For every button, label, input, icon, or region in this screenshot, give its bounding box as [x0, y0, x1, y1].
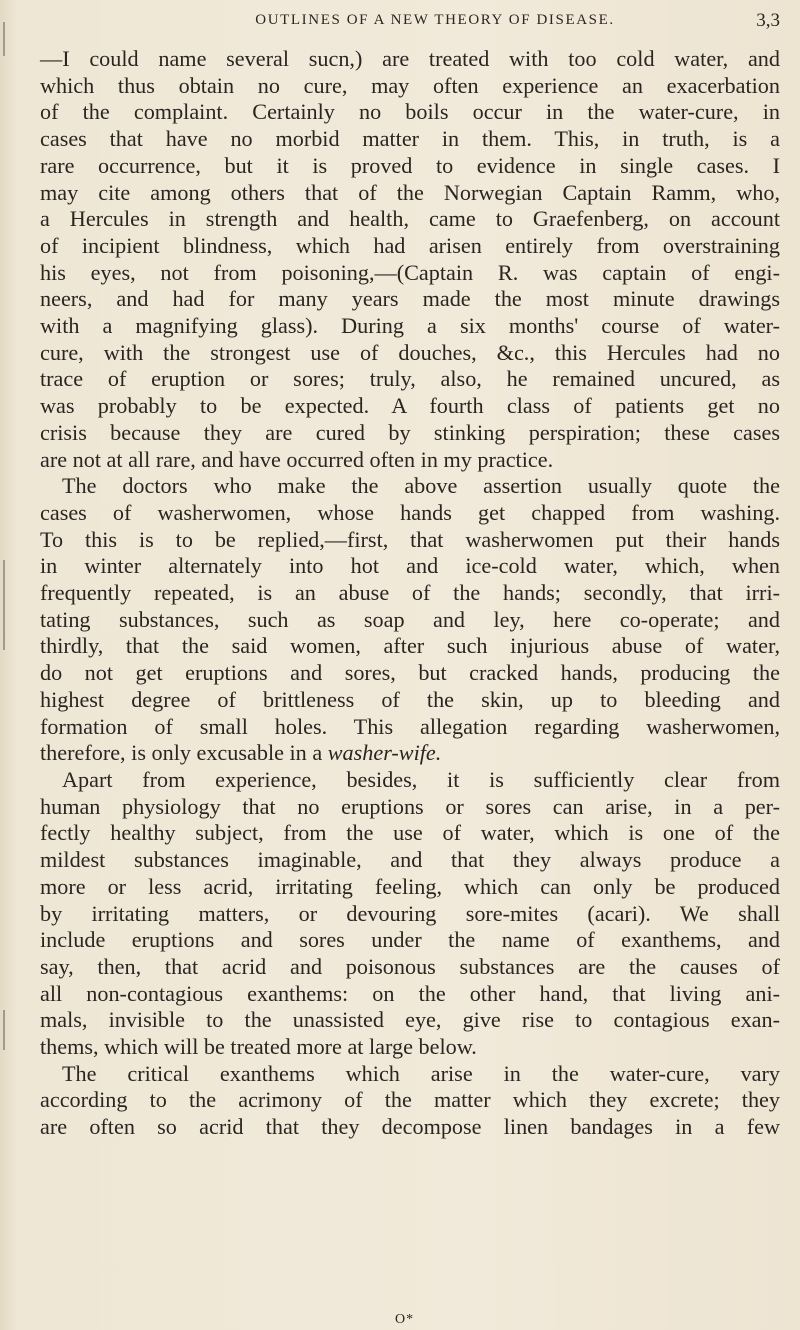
page-header: [90, 10, 780, 40]
text-line: human physiology that no eruptions or sores can arise, in a per-: [40, 793, 780, 819]
text-line: cases that have no morbid matter in them. This, in truth, is a: [40, 126, 780, 152]
text-line: do not get eruptions and sores, but cracked hands, producing the: [40, 660, 780, 686]
paragraph-3: [40, 767, 780, 1061]
text-line: of the complaint. Certainly no boils occur in the water-cure, in: [40, 99, 780, 125]
text-line: [40, 740, 780, 767]
text-line: more or less acrid, irritating feeling, which can only be produced: [40, 873, 780, 899]
running-head: OUTLINES OF A NEW THEORY OF DISEASE.: [255, 12, 615, 28]
text-line: are often so acrid that they decompose linen bandages in a few: [40, 1114, 780, 1140]
binding-shadow: [3, 22, 5, 56]
paragraph-2: [40, 473, 780, 767]
text-line: neers, and had for many years made the most minute drawings: [40, 286, 780, 312]
text-line: The critical exanthems which arise in the water-cure, vary: [62, 1060, 780, 1086]
text-line: may cite among others that of the Norwegian Captain Ramm, who,: [40, 179, 780, 205]
text-line: cure, with the strongest use of douches, &c., this Hercules had no: [40, 339, 780, 365]
page-number: 3,3: [756, 10, 780, 31]
text-line: trace of eruption or sores; truly, also, he remained uncured, as: [40, 366, 780, 392]
text-line: which thus obtain no cure, may often experience an exacerbation: [40, 72, 780, 98]
text-line: formation of small holes. This allegation regarding washerwomen,: [40, 713, 780, 739]
text-line: include eruptions and sores under the name of exanthems, and: [40, 927, 780, 953]
text-line: a Hercules in strength and health, came to Graefenberg, on account: [40, 206, 780, 232]
binding-shadow: [3, 560, 5, 650]
binding-shadow: [3, 1010, 5, 1050]
text-line: fectly healthy subject, from the use of water, which is one of the: [40, 820, 780, 846]
text-line: by irritating matters, or devouring sore-mites (acari). We shall: [40, 900, 780, 926]
text-line: rare occurrence, but it is proved to evidence in single cases. I: [40, 152, 780, 178]
text-line: mals, invisible to the unassisted eye, give rise to contagious exan-: [40, 1007, 780, 1033]
text-line: frequently repeated, is an abuse of the hands; secondly, that irri-: [40, 580, 780, 606]
text-line: mildest substances imaginable, and that they always produce a: [40, 847, 780, 873]
signature-mark: O*: [395, 1312, 415, 1327]
text-line: his eyes, not from poisoning,—(Captain R. was captain of engi-: [40, 259, 780, 285]
text-line: cases of washerwomen, whose hands get chapped from washing.: [40, 499, 780, 525]
italic-term: washer-wife.: [327, 740, 442, 766]
text-line: tating substances, such as soap and ley, here co-operate; and: [40, 606, 780, 632]
text-line: crisis because they are cured by stinking perspiration; these cases: [40, 419, 780, 445]
text-line: in winter alternately into hot and ice-cold water, which, when: [40, 553, 780, 579]
text-line: are not at all rare, and have occurred often in my practice.: [40, 446, 554, 472]
text-line: with a magnifying glass). During a six months' course of water-: [40, 313, 780, 339]
text-line: all non-contagious exanthems: on the other hand, that living ani-: [40, 980, 780, 1006]
paragraph-1: [40, 46, 780, 473]
text-line: Apart from experience, besides, it is sufficiently clear from: [62, 766, 780, 792]
text-line: say, then, that acrid and poisonous substances are the causes of: [40, 953, 780, 979]
text-line: —I could name several sucn,) are treated with too cold water, and: [40, 46, 780, 71]
text-line: was probably to be expected. A fourth class of patients get no: [40, 393, 780, 419]
text-line: of incipient blindness, which had arisen entirely from overstraining: [40, 232, 780, 258]
text-line: thirdly, that the said women, after such injurious abuse of water,: [40, 633, 780, 659]
text-fragment: therefore, is only excusable in a: [40, 740, 328, 766]
text-line: thems, which will be treated more at large below.: [40, 1034, 477, 1060]
text-line: The doctors who make the above assertion usually quote the: [62, 473, 780, 499]
text-line: highest degree of brittleness of the skin, up to bleeding and: [40, 686, 780, 712]
text-line: To this is to be replied,—first, that washerwomen put their hands: [40, 526, 780, 552]
text-line: according to the acrimony of the matter which they excrete; they: [40, 1087, 780, 1113]
paragraph-4: [40, 1061, 780, 1141]
text-body: [40, 46, 780, 1141]
